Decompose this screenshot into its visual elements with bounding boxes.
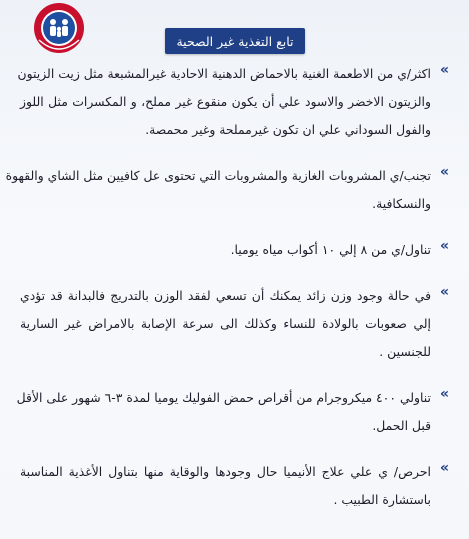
ministry-logo	[33, 0, 85, 58]
bullet-icon: »	[439, 460, 449, 476]
list-item	[20, 458, 449, 514]
item-line: تجنب/ي المشروبات الغازية والمشروبات التي تحتوى عل كافيين مثل الشاي والقهوة	[5, 168, 431, 183]
item-line: تناولي ٤٠٠ ميكروجرام من أقراص حمض الفوليك يوميا لمدة ٣-٦ شهور على الأقل	[16, 390, 431, 405]
list-item	[16, 384, 449, 440]
list-item	[20, 282, 449, 366]
advice-list	[5, 60, 449, 532]
section-title: تابع التغذية غير الصحية	[165, 28, 305, 54]
bullet-icon: »	[439, 164, 449, 180]
list-item	[5, 162, 449, 218]
list-item	[17, 60, 449, 144]
bullet-icon: »	[439, 386, 449, 402]
item-line: والنسكافية.	[372, 196, 431, 211]
list-item	[20, 236, 449, 264]
item-line: والفول السوداني علي ان تكون غيرمملحة وغير محمصة.	[145, 122, 431, 137]
item-line: احرص/ ي علي علاج الأنيميا حال وجودها والوقاية منها بتناول الأغذية المناسبة	[20, 464, 431, 479]
item-line: تناول/ي من ٨ إلي ١٠ أكواب مياه يوميا.	[230, 242, 431, 257]
item-line: إلي صعوبات بالولادة للنساء وكذلك الى سرعة الإصابة بالامراض غير السارية	[20, 316, 431, 331]
bullet-icon: »	[439, 62, 449, 78]
bullet-icon: »	[439, 284, 449, 300]
item-line: قبل الحمل.	[372, 418, 431, 433]
bullet-icon: »	[439, 238, 449, 254]
item-line: والزيتون الاخضر والاسود علي أن يكون منقوع غير مملح، و المكسرات مثل اللوز	[20, 94, 431, 109]
item-line: اكثر/ي من الاطعمة الغنية بالاحماض الدهنية الاحادية غيرالمشبعة مثل زيت الزيتون	[17, 66, 431, 81]
ministry-seal-icon	[33, 0, 85, 58]
item-line: في حالة وجود وزن زائد يمكنك أن تسعي لفقد الوزن بالتدريج فالبدانة قد تؤدي	[20, 288, 431, 303]
item-line: للجنسين .	[379, 344, 431, 359]
item-line: باستشارة الطبيب .	[333, 492, 431, 507]
